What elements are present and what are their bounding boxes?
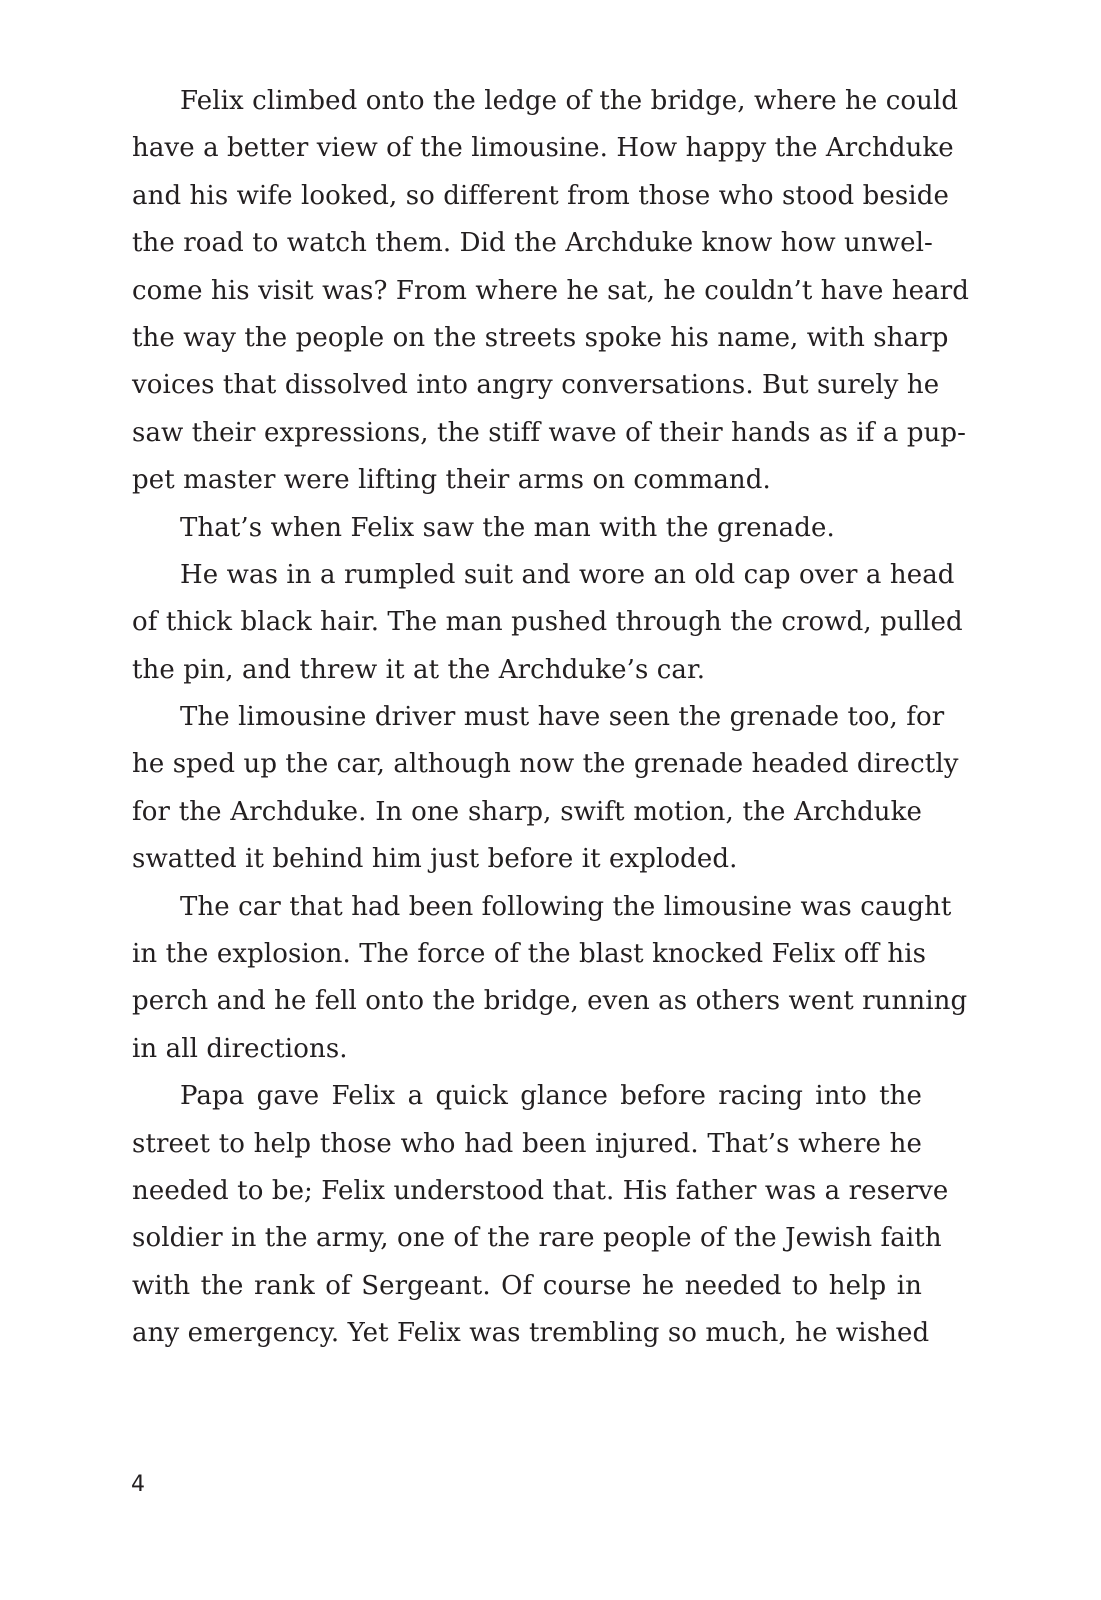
text-line: and his wife looked, so different from those who stood beside xyxy=(132,180,949,211)
text-line: needed to be; Felix understood that. His father was a reserve xyxy=(132,1175,949,1206)
text-line: saw their expressions, the stiff wave of their hands as if a pup- xyxy=(132,417,967,448)
text-line: That’s when Felix saw the man with the grenade. xyxy=(180,512,835,543)
text-line: He was in a rumpled suit and wore an old cap over a head xyxy=(180,559,955,590)
text-line: Papa gave Felix a quick glance before racing into the xyxy=(180,1081,922,1112)
text-line: the way the people on the streets spoke his name, with sharp xyxy=(132,322,949,353)
text-line: come his visit was? From where he sat, he couldn’t have heard xyxy=(132,275,970,306)
body-text xyxy=(132,78,970,1358)
page-number: 4 xyxy=(131,1472,145,1497)
text-line: the pin, and threw it at the Archduke’s car. xyxy=(132,654,706,685)
text-line: The limousine driver must have seen the grenade too, for xyxy=(180,702,945,733)
text-line: perch and he fell onto the bridge, even as others went running xyxy=(132,986,968,1017)
text-line: have a better view of the limousine. How happy the Archduke xyxy=(132,133,954,164)
text-line: street to help those who had been injured. That’s where he xyxy=(132,1128,922,1159)
text-line: of thick black hair. The man pushed through the crowd, pulled xyxy=(132,607,963,638)
text-line: swatted it behind him just before it exploded. xyxy=(132,844,738,875)
text-line: in the explosion. The force of the blast knocked Felix off his xyxy=(132,939,927,970)
text-line: for the Archduke. In one sharp, swift motion, the Archduke xyxy=(132,796,922,827)
text-line: Felix climbed onto the ledge of the bridge, where he could xyxy=(180,86,959,116)
text-line: The car that had been following the limousine was caught xyxy=(180,891,952,922)
text-line: with the rank of Sergeant. Of course he needed to help in xyxy=(132,1270,922,1301)
text-line: soldier in the army, one of the rare people of the Jewish faith xyxy=(132,1223,942,1254)
text-line: pet master were lifting their arms on command. xyxy=(132,465,771,496)
text-line: any emergency. Yet Felix was trembling so much, he wished xyxy=(132,1318,930,1349)
text-line: voices that dissolved into angry conversations. But surely he xyxy=(132,370,940,401)
text-line: the road to watch them. Did the Archduke know how unwel- xyxy=(132,228,933,259)
text-line: he sped up the car, although now the grenade headed directly xyxy=(132,749,959,780)
text-line: in all directions. xyxy=(132,1033,348,1064)
